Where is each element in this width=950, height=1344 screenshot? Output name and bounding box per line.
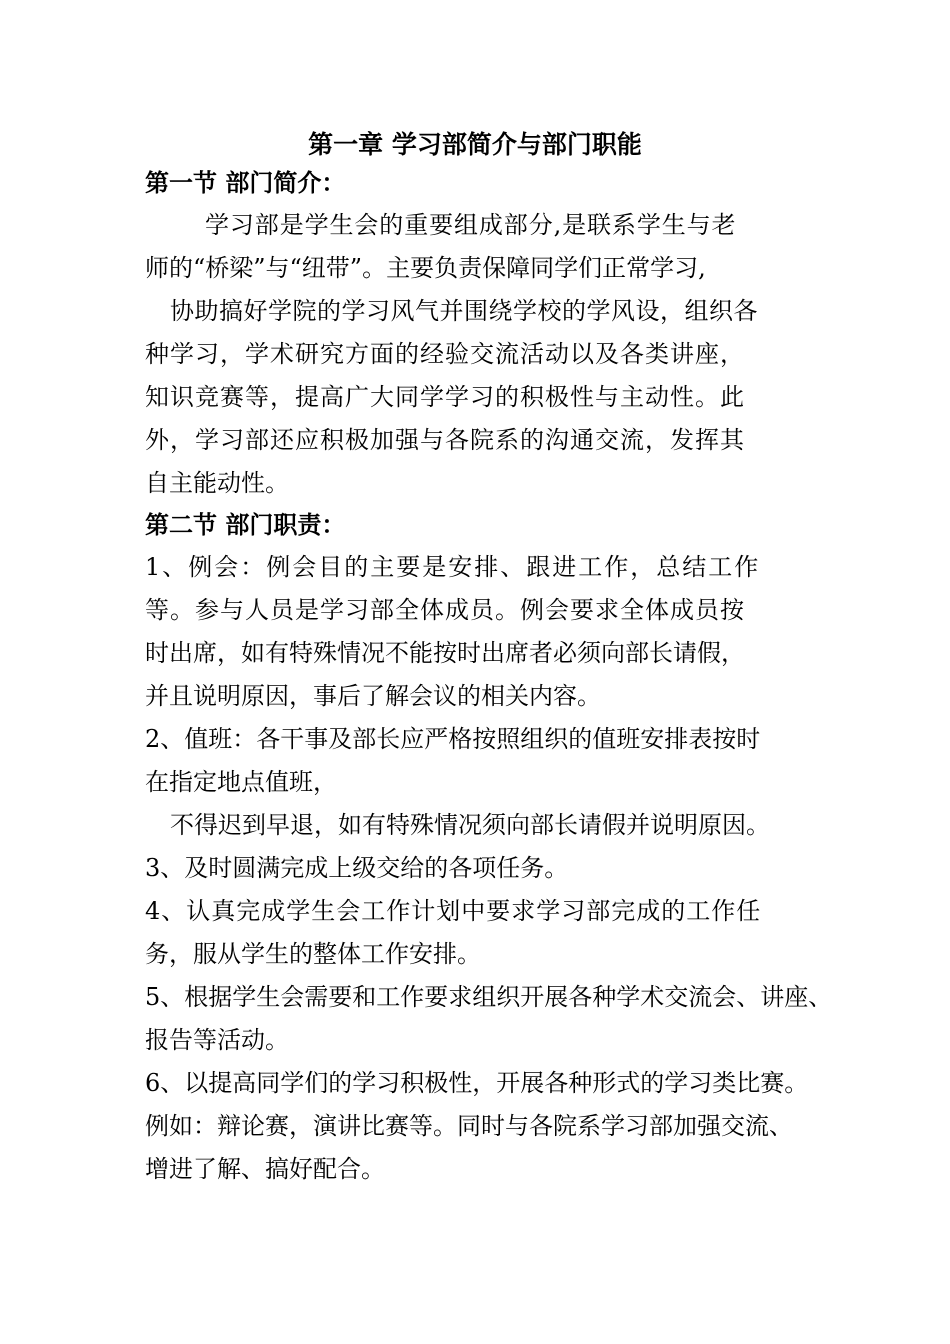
paragraph-line: 1、例会：例会目的主要是安排、跟进工作，总结工作 (145, 553, 761, 581)
paragraph-line: 种学习，学术研究方面的经验交流活动以及各类讲座， (145, 340, 745, 368)
paragraph-line: 协助搞好学院的学习风气并围绕学校的学风设，组织各 (170, 297, 758, 325)
paragraph-line: 时出席，如有特殊情况不能按时出席者必须向部长请假， (145, 639, 745, 667)
paragraph-line: 知识竞赛等，提高广大同学学习的积极性与主动性。此 (145, 383, 745, 411)
section-heading-intro: 第一节 部门简介： (145, 169, 346, 197)
paragraph-line: 5、根据学生会需要和工作要求组织开展各种学术交流会、讲座、 (145, 983, 833, 1011)
paragraph-line: 在指定地点值班， (145, 768, 337, 796)
paragraph-line: 自主能动性。 (145, 469, 289, 497)
paragraph-line: 报告等活动。 (145, 1026, 289, 1054)
paragraph-line: 师的“桥梁”与“纽带”。主要负责保障同学们正常学习, (145, 254, 706, 282)
paragraph-line: 务，服从学生的整体工作安排。 (145, 940, 481, 968)
paragraph-line: 6、以提高同学们的学习积极性，开展各种形式的学习类比赛。 (145, 1069, 809, 1097)
paragraph-line: 外，学习部还应积极加强与各院系的沟通交流，发挥其 (145, 426, 745, 454)
paragraph-line: 不得迟到早退，如有特殊情况须向部长请假并说明原因。 (170, 811, 770, 839)
section-heading-duties: 第二节 部门职责： (145, 511, 346, 539)
paragraph-line: 等。参与人员是学习部全体成员。例会要求全体成员按 (145, 596, 745, 624)
paragraph-line: 2、值班：各干事及部长应严格按照组织的值班安排表按时 (145, 725, 761, 753)
chapter-title: 第一章 学习部简介与部门职能 (308, 130, 642, 159)
paragraph-line: 学习部是学生会的重要组成部分,是联系学生与老 (205, 211, 737, 239)
paragraph-line: 例如：辩论赛，演讲比赛等。同时与各院系学习部加强交流、 (145, 1112, 793, 1140)
paragraph-line: 并且说明原因，事后了解会议的相关内容。 (145, 682, 601, 710)
paragraph-line: 增进了解、搞好配合。 (145, 1155, 385, 1183)
paragraph-line: 3、及时圆满完成上级交给的各项任务。 (145, 854, 569, 882)
paragraph-line: 4、认真完成学生会工作计划中要求学习部完成的工作任 (145, 897, 762, 925)
